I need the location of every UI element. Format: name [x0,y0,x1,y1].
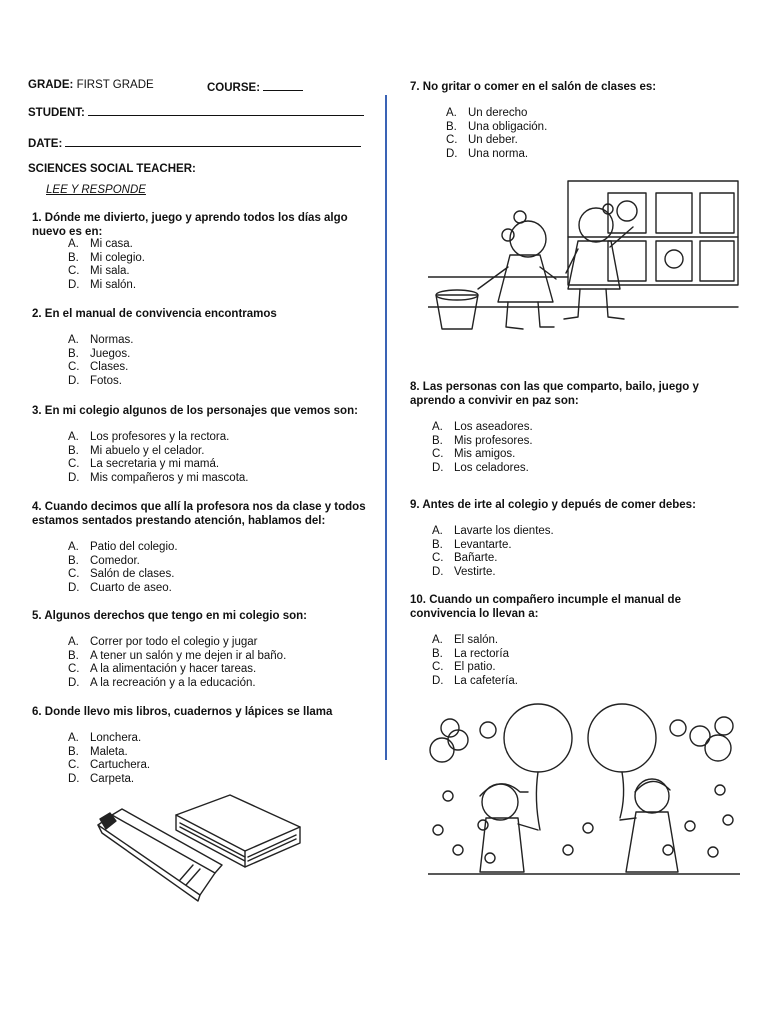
option-2c[interactable]: C. Clases. [68,361,129,374]
option-6a[interactable]: A. Lonchera. [68,732,142,744]
student-label: STUDENT: [28,107,85,119]
option-3b[interactable]: B. Mi abuelo y el celador. [68,444,205,457]
option-7b[interactable]: B. Una obligación. [446,120,548,133]
options-10 [432,634,518,688]
option-10b[interactable]: B. La rectoría [432,647,509,660]
option-1a[interactable]: A. Mi casa. [68,238,133,250]
course-label: COURSE: [207,82,261,94]
course-field[interactable] [263,79,303,91]
option-9b[interactable]: B. Levantarte. [432,538,512,551]
option-3a[interactable]: A. Los profesores y la rectora. [68,431,230,443]
options-5 [68,636,286,690]
course-line [207,79,303,94]
option-6b[interactable]: B. Maleta. [68,745,128,758]
question-2: 2. En el manual de convivencia encontramos [32,308,277,320]
grade-label: GRADE: [28,79,74,91]
options-1 [68,238,145,292]
options-2 [68,334,133,388]
option-7a[interactable]: A. Un derecho [446,107,528,119]
student-line [28,104,364,119]
option-6d[interactable]: D. Carpeta. [68,772,135,785]
grade-line [28,79,154,91]
option-8c[interactable]: C. Mis amigos. [432,448,516,461]
date-label: DATE: [28,138,63,150]
option-10a[interactable]: A. El salón. [432,634,499,646]
option-4b[interactable]: B. Comedor. [68,554,140,567]
options-3 [68,431,249,485]
children-balloons-illustration [428,700,740,876]
option-10c[interactable]: C. El patio. [432,661,496,674]
option-3c[interactable]: C. La secretaria y mi mamá. [68,458,220,471]
option-5d[interactable]: D. A la recreación y a la educación. [68,676,256,689]
question-8: 8. Las personas con las que comparto, bailo, juego y aprendo a convivir en paz son: [410,381,699,407]
option-5b[interactable]: B. A tener un salón y me dejen ir al baño. [68,649,287,662]
teacher-label: SCIENCES SOCIAL TEACHER: [28,163,196,175]
student-field[interactable] [88,104,364,116]
pencil-case-illustration [90,785,310,910]
question-7: 7. No gritar o comer en el salón de clases es: [410,81,657,93]
date-line [28,135,361,150]
grade-value: FIRST GRADE [76,79,154,91]
options-7 [446,107,547,161]
question-5: 5. Algunos derechos que tengo en mi colegio son: [32,610,307,622]
question-3: 3. En mi colegio algunos de los personajes que vemos son: [32,405,358,417]
option-5c[interactable]: C. A la alimentación y hacer tareas. [68,663,257,676]
options-6 [68,732,150,786]
instruction: LEE Y RESPONDE [46,184,146,196]
pencil-case-icon [98,809,222,901]
option-3d[interactable]: D. Mis compañeros y mi mascota. [68,471,249,484]
option-7c[interactable]: C. Un deber. [446,134,518,147]
option-4a[interactable]: A. Patio del colegio. [68,541,178,553]
question-9: 9. Antes de irte al colegio y depués de comer debes: [410,499,696,511]
option-7d[interactable]: D. Una norma. [446,147,529,160]
option-9c[interactable]: C. Bañarte. [432,552,498,565]
children-cleaning-illustration [428,177,740,339]
book-icon [176,795,300,867]
options-8 [432,421,533,475]
question-4: 4. Cuando decimos que allí la profesora nos da clase y todos estamos sentados prestando atención, hablamos del: [32,501,366,527]
option-6c[interactable]: C. Cartuchera. [68,759,151,772]
column-divider [385,95,387,760]
option-1b[interactable]: B. Mi colegio. [68,251,145,264]
option-2a[interactable]: A. Normas. [68,334,134,346]
option-10d[interactable]: D. La cafetería. [432,674,518,687]
date-field[interactable] [65,135,361,147]
option-2d[interactable]: D. Fotos. [68,374,122,387]
options-4 [68,541,178,595]
option-8b[interactable]: B. Mis profesores. [432,434,533,447]
option-2b[interactable]: B. Juegos. [68,347,131,360]
option-9d[interactable]: D. Vestirte. [432,565,496,578]
option-8a[interactable]: A. Los aseadores. [432,421,533,433]
question-6: 6. Donde llevo mis libros, cuadernos y lápices se llama [32,706,333,718]
option-1d[interactable]: D. Mi salón. [68,278,137,291]
question-10: 10. Cuando un compañero incumple el manual de convivencia lo llevan a: [410,594,681,620]
option-8d[interactable]: D. Los celadores. [432,461,529,474]
options-9 [432,525,554,579]
option-9a[interactable]: A. Lavarte los dientes. [432,525,554,537]
option-4d[interactable]: D. Cuarto de aseo. [68,581,172,594]
option-5a[interactable]: A. Correr por todo el colegio y jugar [68,636,258,648]
option-1c[interactable]: C. Mi sala. [68,265,130,278]
question-1: 1. Dónde me divierto, juego y aprendo todos los días algo nuevo es en: [32,212,348,238]
option-4c[interactable]: C. Salón de clases. [68,568,175,581]
